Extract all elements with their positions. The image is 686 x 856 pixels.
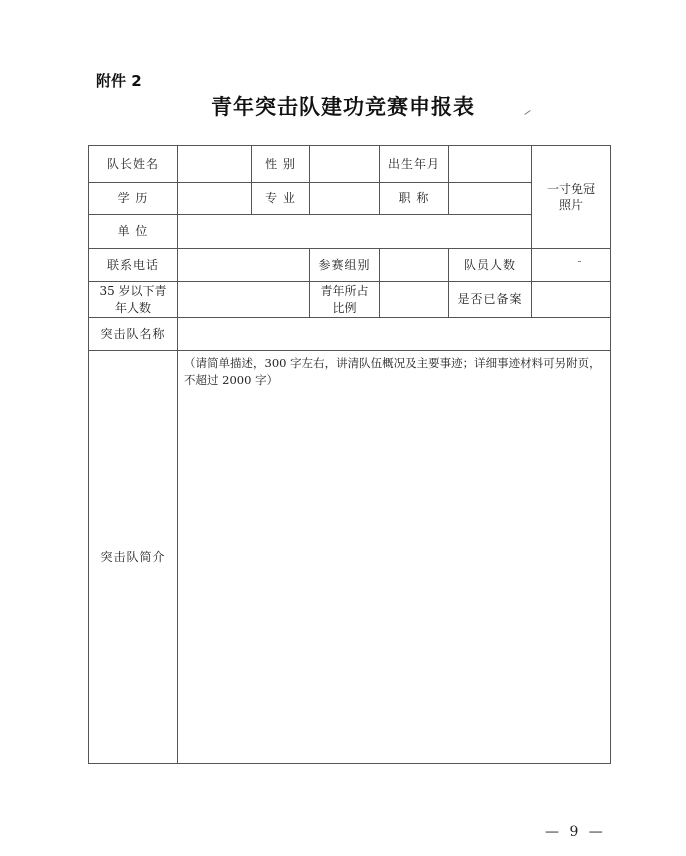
job-title-label: 职 称 xyxy=(380,183,449,215)
application-form-table xyxy=(88,145,611,764)
major-field[interactable] xyxy=(310,183,380,215)
job-title-field[interactable] xyxy=(449,183,532,215)
group-label: 参赛组别 xyxy=(310,249,380,282)
group-field[interactable] xyxy=(380,249,449,282)
intro-hint: （请简单描述，300 字左右，讲清队伍概况及主要事迹；详细事迹材料可另附页，不超过 2000 字） xyxy=(184,356,601,388)
form-row-4 xyxy=(89,249,611,282)
form-row-5 xyxy=(89,282,611,318)
photo-label: 一寸免冠照片 xyxy=(546,181,595,212)
page-number: — 9 — xyxy=(545,824,606,840)
unit-field[interactable] xyxy=(178,215,532,249)
form-row-6 xyxy=(89,318,611,351)
youth-ratio-label xyxy=(310,282,380,318)
education-field[interactable] xyxy=(178,183,252,215)
youth-ratio-field[interactable] xyxy=(380,282,449,318)
team-name-label: 突击队名称 xyxy=(89,318,178,351)
gender-label: 性 别 xyxy=(252,146,310,183)
birth-field[interactable] xyxy=(449,146,532,183)
member-count-field[interactable] xyxy=(532,249,611,282)
registered-field[interactable] xyxy=(532,282,611,318)
phone-label: 联系电话 xyxy=(89,249,178,282)
form-row-7 xyxy=(89,351,611,764)
attachment-label: 附件 2 xyxy=(96,72,142,90)
registered-label: 是否已备案 xyxy=(449,282,532,318)
team-intro-label: 突击队简介 xyxy=(89,351,178,764)
team-name-field[interactable] xyxy=(178,318,611,351)
captain-name-field[interactable] xyxy=(178,146,252,183)
captain-name-label: 队长姓名 xyxy=(89,146,178,183)
gender-field[interactable] xyxy=(310,146,380,183)
youth-count-field[interactable] xyxy=(178,282,310,318)
birth-label: 出生年月 xyxy=(380,146,449,183)
team-intro-field[interactable] xyxy=(178,351,611,764)
form-row-1 xyxy=(89,146,611,183)
youth-ratio-text: 青年所占比例 xyxy=(320,284,369,315)
youth-count-label xyxy=(89,282,178,318)
education-label: 学 历 xyxy=(89,183,178,215)
unit-label: 单 位 xyxy=(89,215,178,249)
phone-field[interactable] xyxy=(178,249,310,282)
youth-count-text: 35 岁以下青年人数 xyxy=(99,284,167,315)
photo-placeholder[interactable] xyxy=(532,146,611,249)
member-count-label: 队员人数 xyxy=(449,249,532,282)
major-label: 专 业 xyxy=(252,183,310,215)
page-title: 青年突击队建功竞赛申报表 xyxy=(211,95,475,119)
